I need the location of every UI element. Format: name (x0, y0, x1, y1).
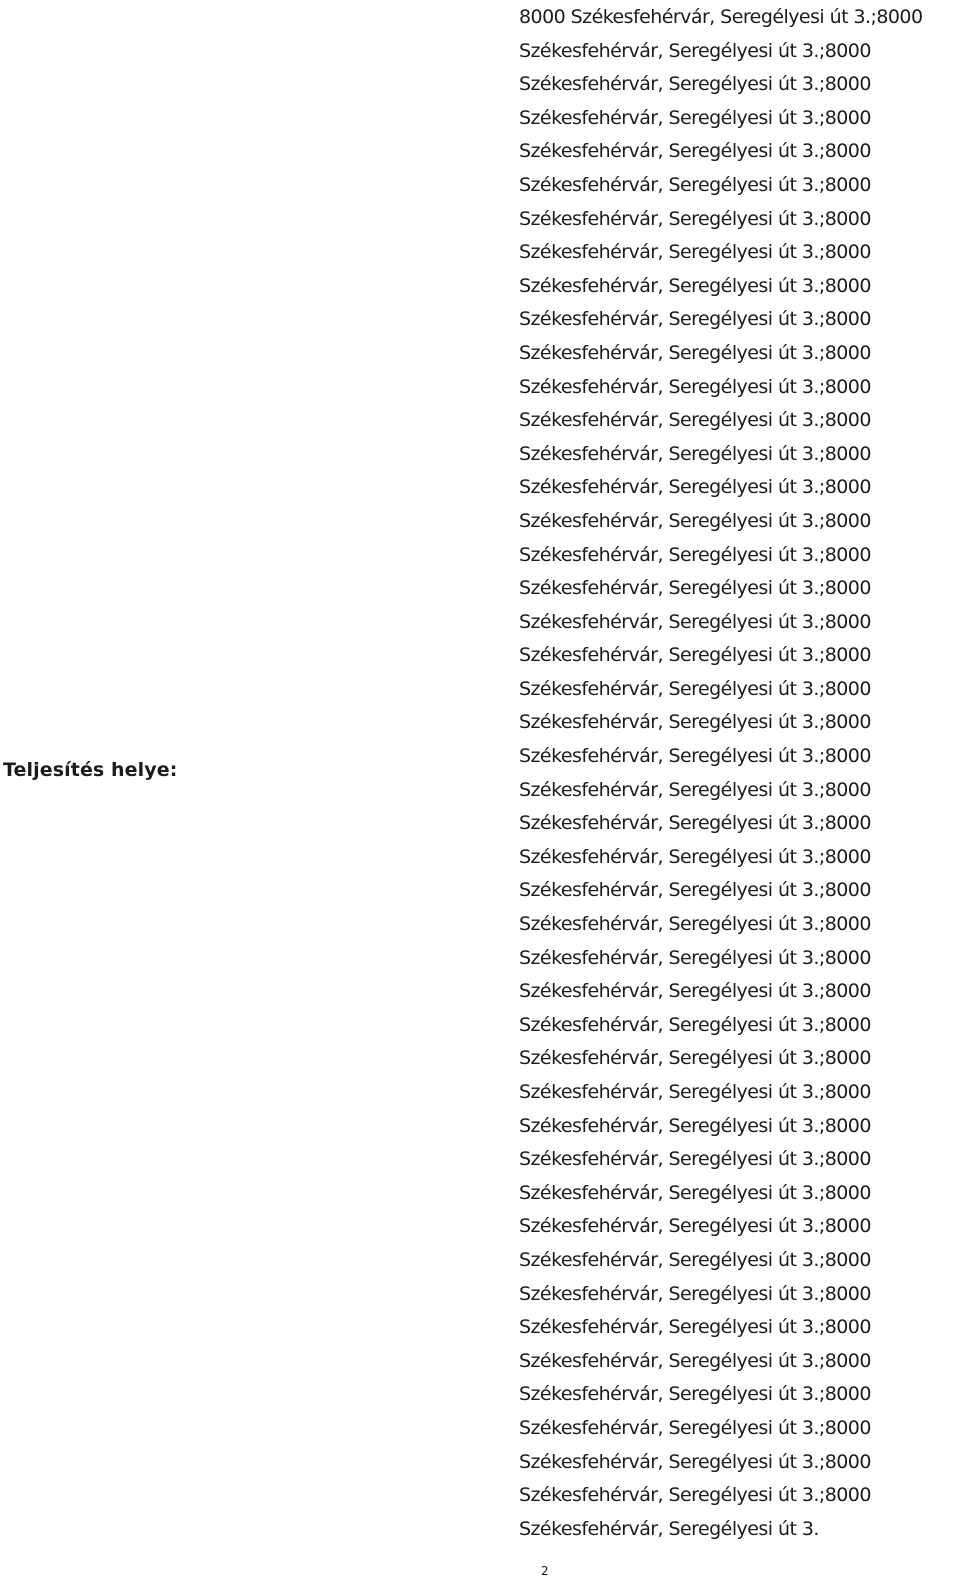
address-line: Székesfehérvár, Seregélyesi út 3.;8000 (519, 442, 871, 465)
address-line: Székesfehérvár, Seregélyesi út 3.;8000 (519, 173, 871, 196)
address-line: Székesfehérvár, Seregélyesi út 3.;8000 (519, 1316, 871, 1339)
address-value (519, 1, 959, 1546)
address-line: Székesfehérvár, Seregélyesi út 3.;8000 (519, 577, 871, 600)
address-line: Székesfehérvár, Seregélyesi út 3.;8000 (519, 1248, 871, 1271)
address-line: Székesfehérvár, Seregélyesi út 3.;8000 (519, 1047, 871, 1070)
address-line: Székesfehérvár, Seregélyesi út 3.;8000 (519, 610, 871, 633)
address-line: Székesfehérvár, Seregélyesi út 3.;8000 (519, 946, 871, 969)
address-line: Székesfehérvár, Seregélyesi út 3.;8000 (519, 106, 871, 129)
address-line: Székesfehérvár, Seregélyesi út 3.;8000 (519, 677, 871, 700)
address-line: Székesfehérvár, Seregélyesi út 3.;8000 (519, 1349, 871, 1372)
address-line: Székesfehérvár, Seregélyesi út 3.;8000 (519, 241, 871, 264)
address-line: Székesfehérvár, Seregélyesi út 3.;8000 (519, 1114, 871, 1137)
address-line: Székesfehérvár, Seregélyesi út 3.;8000 (519, 879, 871, 902)
address-line: Székesfehérvár, Seregélyesi út 3.;8000 (519, 39, 871, 62)
address-line: Székesfehérvár, Seregélyesi út 3.;8000 (519, 1484, 871, 1507)
address-line: Székesfehérvár, Seregélyesi út 3.;8000 (519, 543, 871, 566)
address-line: Székesfehérvár, Seregélyesi út 3.;8000 (519, 375, 871, 398)
address-line: Székesfehérvár, Seregélyesi út 3.;8000 (519, 1383, 871, 1406)
address-line: Székesfehérvár, Seregélyesi út 3.;8000 (519, 1148, 871, 1171)
address-line: Székesfehérvár, Seregélyesi út 3.;8000 (519, 140, 871, 163)
address-line: 8000 Székesfehérvár, Seregélyesi út 3.;8000 (519, 6, 923, 28)
address-line: Székesfehérvár, Seregélyesi út 3.;8000 (519, 913, 871, 936)
address-line: Székesfehérvár, Seregélyesi út 3.;8000 (519, 1282, 871, 1305)
address-line: Székesfehérvár, Seregélyesi út 3.;8000 (519, 778, 871, 801)
address-line: Székesfehérvár, Seregélyesi út 3.;8000 (519, 409, 871, 432)
address-line: Székesfehérvár, Seregélyesi út 3.;8000 (519, 1081, 871, 1103)
address-line: Székesfehérvár, Seregélyesi út 3.;8000 (519, 207, 871, 230)
address-line: Székesfehérvár, Seregélyesi út 3.;8000 (519, 745, 871, 768)
address-line: Székesfehérvár, Seregélyesi út 3.;8000 (519, 644, 871, 667)
address-line: Székesfehérvár, Seregélyesi út 3.;8000 (519, 341, 871, 364)
address-line: Székesfehérvár, Seregélyesi út 3.;8000 (519, 1013, 871, 1036)
address-line: Székesfehérvár, Seregélyesi út 3.;8000 (519, 73, 871, 96)
field-label: Teljesítés helye: (3, 759, 178, 781)
address-line: Székesfehérvár, Seregélyesi út 3.;8000 (519, 1215, 871, 1238)
page-number: 2 (541, 1564, 549, 1578)
address-line: Székesfehérvár, Seregélyesi út 3.;8000 (519, 980, 871, 1003)
address-line: Székesfehérvár, Seregélyesi út 3.;8000 (519, 308, 871, 331)
address-line: Székesfehérvár, Seregélyesi út 3. (519, 1517, 819, 1540)
address-line: Székesfehérvár, Seregélyesi út 3.;8000 (519, 476, 871, 499)
address-line: Székesfehérvár, Seregélyesi út 3.;8000 (519, 1450, 871, 1473)
address-line: Székesfehérvár, Seregélyesi út 3.;8000 (519, 711, 871, 734)
address-line: Székesfehérvár, Seregélyesi út 3.;8000 (519, 274, 871, 297)
address-line: Székesfehérvár, Seregélyesi út 3.;8000 (519, 812, 871, 835)
address-line: Székesfehérvár, Seregélyesi út 3.;8000 (519, 845, 871, 868)
address-line: Székesfehérvár, Seregélyesi út 3.;8000 (519, 1181, 871, 1204)
address-line: Székesfehérvár, Seregélyesi út 3.;8000 (519, 1416, 871, 1439)
address-line: Székesfehérvár, Seregélyesi út 3.;8000 (519, 509, 871, 532)
